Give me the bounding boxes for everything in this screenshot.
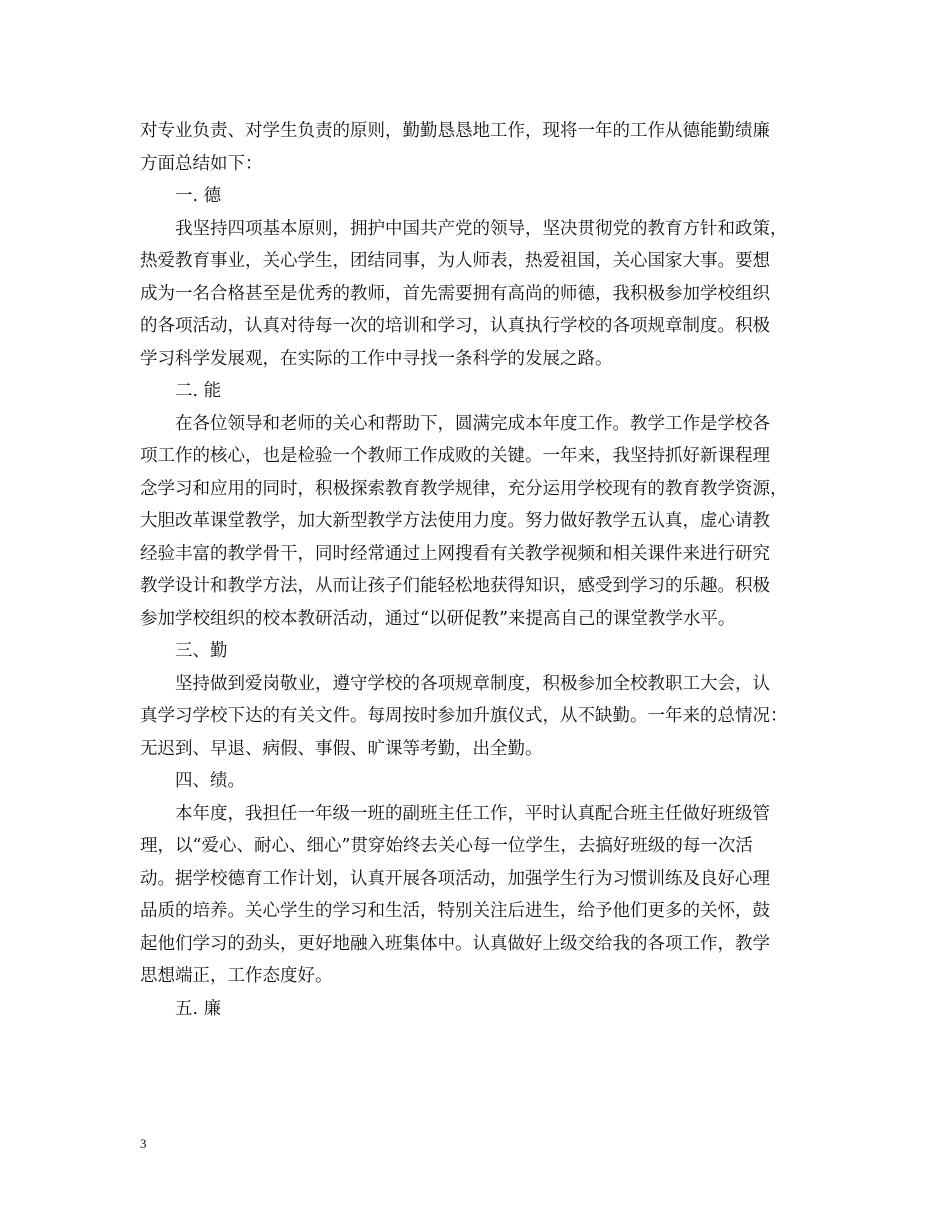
page-number: 3 (140, 1136, 147, 1151)
paragraph-line: 坚持做到爱岗敬业，遵守学校的各项规章制度，积极参加全校教职工大会，认 (175, 673, 770, 694)
paragraph-line: 理，以“爱心、耐心、细心”贯穿始终去关心每一位学生，去搞好班级的每一次活 (140, 836, 753, 856)
paragraph-line: 品质的培养。关心学生的学习和生活，特别关注后进生，给予他们更多的关怀，鼓 (140, 901, 770, 921)
paragraph-line: 在各位领导和老师的关心和帮助下，圆满完成本年度工作。教学工作是学校各 (175, 413, 770, 434)
paragraph-line: 成为一名合格甚至是优秀的教师，首先需要拥有高尚的师德，我积极参加学校组织 (140, 283, 770, 304)
paragraph-line: 大胆改革课堂教学，加大新型教学方法使用力度。努力做好教学五认真，虚心请教 (140, 511, 770, 531)
paragraph-line: 本年度，我担任一年级一班的副班主任工作，平时认真配合班主任做好班级管 (175, 803, 770, 824)
paragraph-line: 我坚持四项基本原则，拥护中国共产党的领导，坚决贯彻党的教育方针和政策， (175, 218, 788, 239)
paragraph-line: 念学习和应用的同时，积极探索教育教学规律，充分运用学校现有的教育教学资源， (140, 478, 788, 499)
paragraph-line: 对专业负责、对学生负责的原则，勤勤恳恳地工作，现将一年的工作从德能勤绩廉 (140, 121, 770, 141)
paragraph-line: 动。据学校德育工作计划，认真开展各项活动，加强学生行为习惯训练及良好心理 (140, 868, 770, 889)
paragraph-line: 思想端正，工作态度好。 (140, 966, 333, 986)
paragraph-line: 经验丰富的教学骨干，同时经常通过上网搜看有关教学视频和相关课件来进行研究 (140, 543, 770, 564)
paragraph-line: 项工作的核心，也是检验一个教师工作成败的关键。一年来，我坚持抓好新课程理 (140, 446, 770, 466)
paragraph-line: 教学设计和教学方法，从而让孩子们能轻松地获得知识，感受到学习的乐趣。积极 (140, 576, 770, 596)
section-heading-qin: 三、勤 (175, 641, 228, 661)
paragraph-line: 学习科学发展观，在实际的工作中寻找一条科学的发展之路。 (140, 348, 613, 369)
paragraph-line: 热爱教育事业，关心学生，团结同事，为人师表，热爱祖国，关心国家大事。要想 (140, 251, 770, 271)
paragraph-line: 的各项活动，认真对待每一次的培训和学习，认真执行学校的各项规章制度。积极 (140, 316, 770, 336)
section-heading-lian: 五. 廉 (175, 998, 222, 1019)
paragraph-line: 起他们学习的劲头，更好地融入班集体中。认真做好上级交给我的各项工作，教学 (140, 933, 770, 954)
paragraph-line: 无迟到、早退、病假、事假、旷课等考勤，出全勤。 (140, 738, 543, 759)
section-heading-de: 一. 德 (175, 186, 222, 206)
paragraph-line: 真学习学校下达的有关文件。每周按时参加升旗仪式，从不缺勤。一年来的总情况： (140, 706, 788, 726)
paragraph-line: 方面总结如下： (140, 153, 263, 174)
section-heading-neng: 二. 能 (175, 381, 222, 401)
paragraph-line: 参加学校组织的校本教研活动，通过“以研促教”来提高自己的课堂教学水平。 (140, 608, 736, 629)
document-body (140, 115, 820, 1025)
section-heading-ji: 四、绩。 (175, 771, 245, 791)
